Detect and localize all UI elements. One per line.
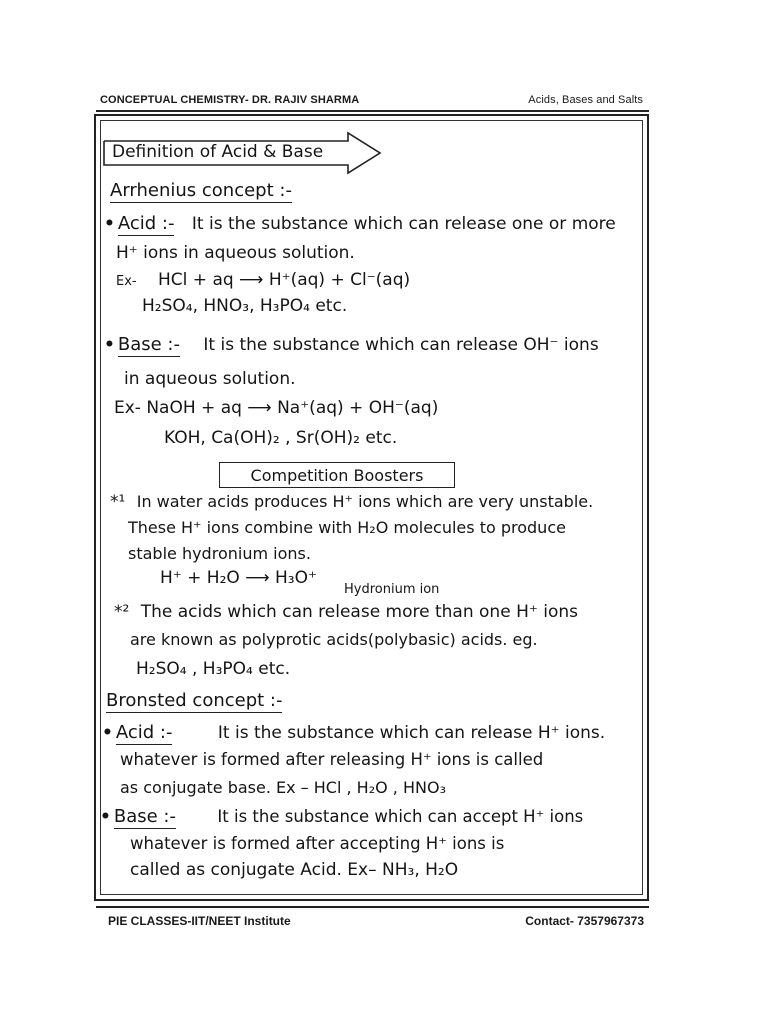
arrhenius-base-row	[104, 334, 599, 355]
arrhenius-base-def-1: It is the substance which can release OH⁻ ions	[203, 335, 599, 355]
arrhenius-base-equation: Ex- NaOH + aq ⟶ Na⁺(aq) + OH⁻(aq)	[114, 398, 439, 418]
booster-2-mark: *²	[114, 602, 130, 622]
booster-2-line-1: *² The acids which can release more than one H⁺ ions	[114, 602, 578, 622]
bronsted-acid-def-1: It is the substance which can release H⁺ ions.	[217, 723, 606, 743]
header-left-text: CONCEPTUAL CHEMISTRY- DR. RAJIV SHARMA	[100, 94, 360, 106]
competition-boosters-box	[219, 462, 455, 488]
section-title: Definition of Acid & Base	[112, 142, 324, 162]
arrhenius-base-more: KOH, Ca(OH)₂ , Sr(OH)₂ etc.	[164, 428, 398, 448]
booster-2-line-3: H₂SO₄ , H₃PO₄ etc.	[136, 659, 291, 679]
booster-1-line-2: These H⁺ ions combine with H₂O molecules to produce	[128, 518, 566, 537]
booster-1-equation: H⁺ + H₂O ⟶ H₃O⁺	[160, 568, 317, 588]
page-footer	[108, 914, 644, 928]
booster-1-line-1: *¹ In water acids produces H⁺ ions which are very unstable.	[110, 492, 594, 512]
footer-right-text: Contact- 7357967373	[525, 914, 644, 928]
bronsted-acid-row	[102, 722, 605, 743]
arrhenius-base-def-2: in aqueous solution.	[124, 369, 296, 389]
bullet-icon: •	[104, 335, 115, 355]
bullet-icon: •	[100, 807, 111, 827]
footer-left-text: PIE CLASSES-IIT/NEET Institute	[108, 914, 291, 928]
header-right-text: Acids, Bases and Salts	[528, 94, 643, 106]
bronsted-acid-def-2: whatever is formed after releasing H⁺ ions is called	[120, 750, 544, 769]
arrhenius-heading: Arrhenius concept :-	[110, 180, 292, 201]
arrhenius-acid-row	[104, 213, 616, 234]
footer-rule	[96, 906, 649, 908]
bronsted-heading: Bronsted concept :-	[106, 690, 283, 711]
bronsted-acid-label: Acid :-	[115, 722, 173, 743]
arrhenius-acid-more: H₂SO₄, HNO₃, H₃PO₄ etc.	[142, 296, 348, 316]
example-prefix: Ex-	[116, 274, 137, 289]
bullet-icon: •	[102, 723, 113, 743]
arrhenius-acid-def-1: It is the substance which can release one or more	[191, 214, 616, 234]
bronsted-base-def-2: whatever is formed after accepting H⁺ ions is	[130, 834, 505, 853]
bronsted-acid-def-3: as conjugate base. Ex – HCl , H₂O , HNO₃	[120, 778, 446, 797]
arrhenius-acid-def-2: H⁺ ions in aqueous solution.	[116, 243, 355, 263]
arrhenius-acid-label: Acid :-	[117, 213, 175, 234]
booster-1-mark: *¹	[110, 492, 126, 512]
title-banner	[102, 137, 346, 167]
bronsted-base-row	[100, 806, 583, 827]
bronsted-base-label: Base :-	[113, 806, 176, 827]
bullet-icon: •	[104, 214, 115, 234]
arrhenius-acid-equation: HCl + aq ⟶ H⁺(aq) + Cl⁻(aq)	[158, 270, 411, 290]
booster-1-line-3: stable hydronium ions.	[128, 544, 311, 563]
bronsted-base-def-3: called as conjugate Acid. Ex– NH₃, H₂O	[130, 860, 459, 880]
booster-2-line-2: are known as polyprotic acids(polybasic) acids. eg.	[130, 630, 538, 649]
arrhenius-acid-example	[116, 270, 410, 290]
competition-boosters-heading: Competition Boosters	[250, 465, 424, 485]
booster-1-equation-label: Hydronium ion	[344, 582, 440, 597]
arrhenius-base-label: Base :-	[117, 334, 180, 355]
bronsted-base-def-1: It is the substance which can accept H⁺ ions	[217, 807, 584, 826]
